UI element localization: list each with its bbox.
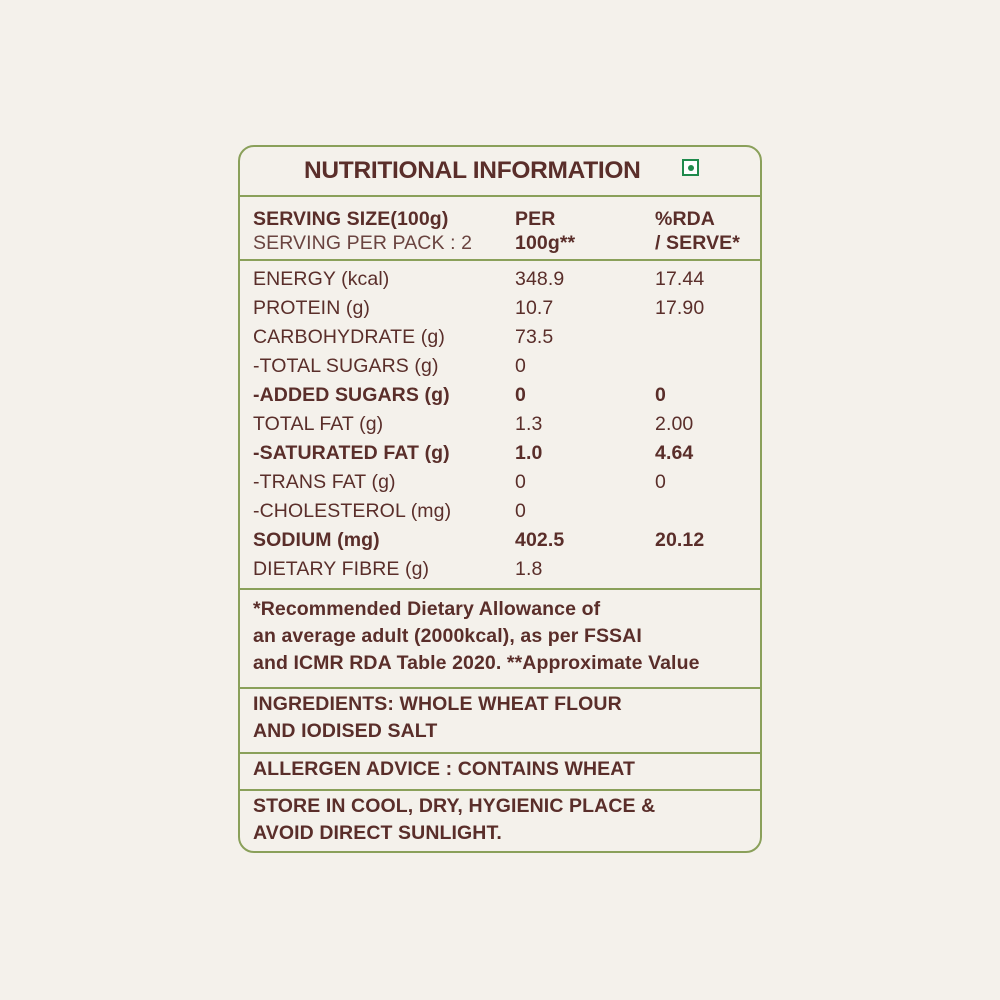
footnote-line: *Recommended Dietary Allowance of bbox=[253, 598, 601, 620]
ingredients-line: AND IODISED SALT bbox=[253, 720, 438, 742]
nutrient-name: TOTAL FAT (g) bbox=[253, 413, 384, 435]
nutrient-rda: 0 bbox=[655, 471, 666, 493]
nutrient-name: -CHOLESTEROL (mg) bbox=[253, 500, 452, 522]
nutrient-per-100g: 1.0 bbox=[515, 442, 543, 464]
nutrient-rda: 2.00 bbox=[655, 413, 694, 435]
allergen-advice: ALLERGEN ADVICE : CONTAINS WHEAT bbox=[253, 758, 635, 780]
nutrient-name: -TRANS FAT (g) bbox=[253, 471, 396, 493]
divider bbox=[240, 259, 760, 261]
label-title: NUTRITIONAL INFORMATION bbox=[304, 157, 641, 184]
nutrient-per-100g: 1.3 bbox=[515, 413, 543, 435]
serving-size: SERVING SIZE(100g) bbox=[253, 208, 449, 230]
ingredients-line: INGREDIENTS: WHOLE WHEAT FLOUR bbox=[253, 693, 622, 715]
rda-header-line2: / SERVE* bbox=[655, 232, 740, 254]
nutrition-label bbox=[238, 145, 762, 853]
rda-header-line1: %RDA bbox=[655, 208, 715, 230]
nutrient-name: CARBOHYDRATE (g) bbox=[253, 326, 445, 348]
nutrient-name: -SATURATED FAT (g) bbox=[253, 442, 450, 464]
nutrient-per-100g: 0 bbox=[515, 500, 526, 522]
nutrient-per-100g: 73.5 bbox=[515, 326, 554, 348]
nutrient-name: -TOTAL SUGARS (g) bbox=[253, 355, 439, 377]
nutrient-rda: 17.44 bbox=[655, 268, 705, 290]
divider bbox=[240, 789, 760, 791]
nutrient-rda: 17.90 bbox=[655, 297, 705, 319]
nutrient-per-100g: 0 bbox=[515, 471, 526, 493]
footnote-line: and ICMR RDA Table 2020. **Approximate Value bbox=[253, 652, 700, 674]
nutrient-name: PROTEIN (g) bbox=[253, 297, 371, 319]
nutrient-name: SODIUM (mg) bbox=[253, 529, 380, 551]
nutrient-per-100g: 10.7 bbox=[515, 297, 554, 319]
nutrient-per-100g: 1.8 bbox=[515, 558, 543, 580]
divider bbox=[240, 195, 760, 197]
per-header-line1: PER bbox=[515, 208, 556, 230]
storage-line: AVOID DIRECT SUNLIGHT. bbox=[253, 822, 502, 844]
nutrient-per-100g: 0 bbox=[515, 384, 526, 406]
veg-symbol-icon bbox=[682, 159, 699, 176]
footnote-line: an average adult (2000kcal), as per FSSAI bbox=[253, 625, 642, 647]
serving-per-pack: SERVING PER PACK : 2 bbox=[253, 232, 473, 254]
per-header-line2: 100g** bbox=[515, 232, 576, 254]
storage-line: STORE IN COOL, DRY, HYGIENIC PLACE & bbox=[253, 795, 656, 817]
nutrient-rda: 20.12 bbox=[655, 529, 705, 551]
nutrient-per-100g: 402.5 bbox=[515, 529, 565, 551]
nutrient-rda: 0 bbox=[655, 384, 666, 406]
nutrient-rda: 4.64 bbox=[655, 442, 694, 464]
divider bbox=[240, 752, 760, 754]
nutrient-name: ENERGY (kcal) bbox=[253, 268, 390, 290]
divider bbox=[240, 588, 760, 590]
nutrient-per-100g: 348.9 bbox=[515, 268, 565, 290]
nutrient-name: DIETARY FIBRE (g) bbox=[253, 558, 430, 580]
divider bbox=[240, 687, 760, 689]
nutrient-name: -ADDED SUGARS (g) bbox=[253, 384, 450, 406]
nutrient-per-100g: 0 bbox=[515, 355, 526, 377]
